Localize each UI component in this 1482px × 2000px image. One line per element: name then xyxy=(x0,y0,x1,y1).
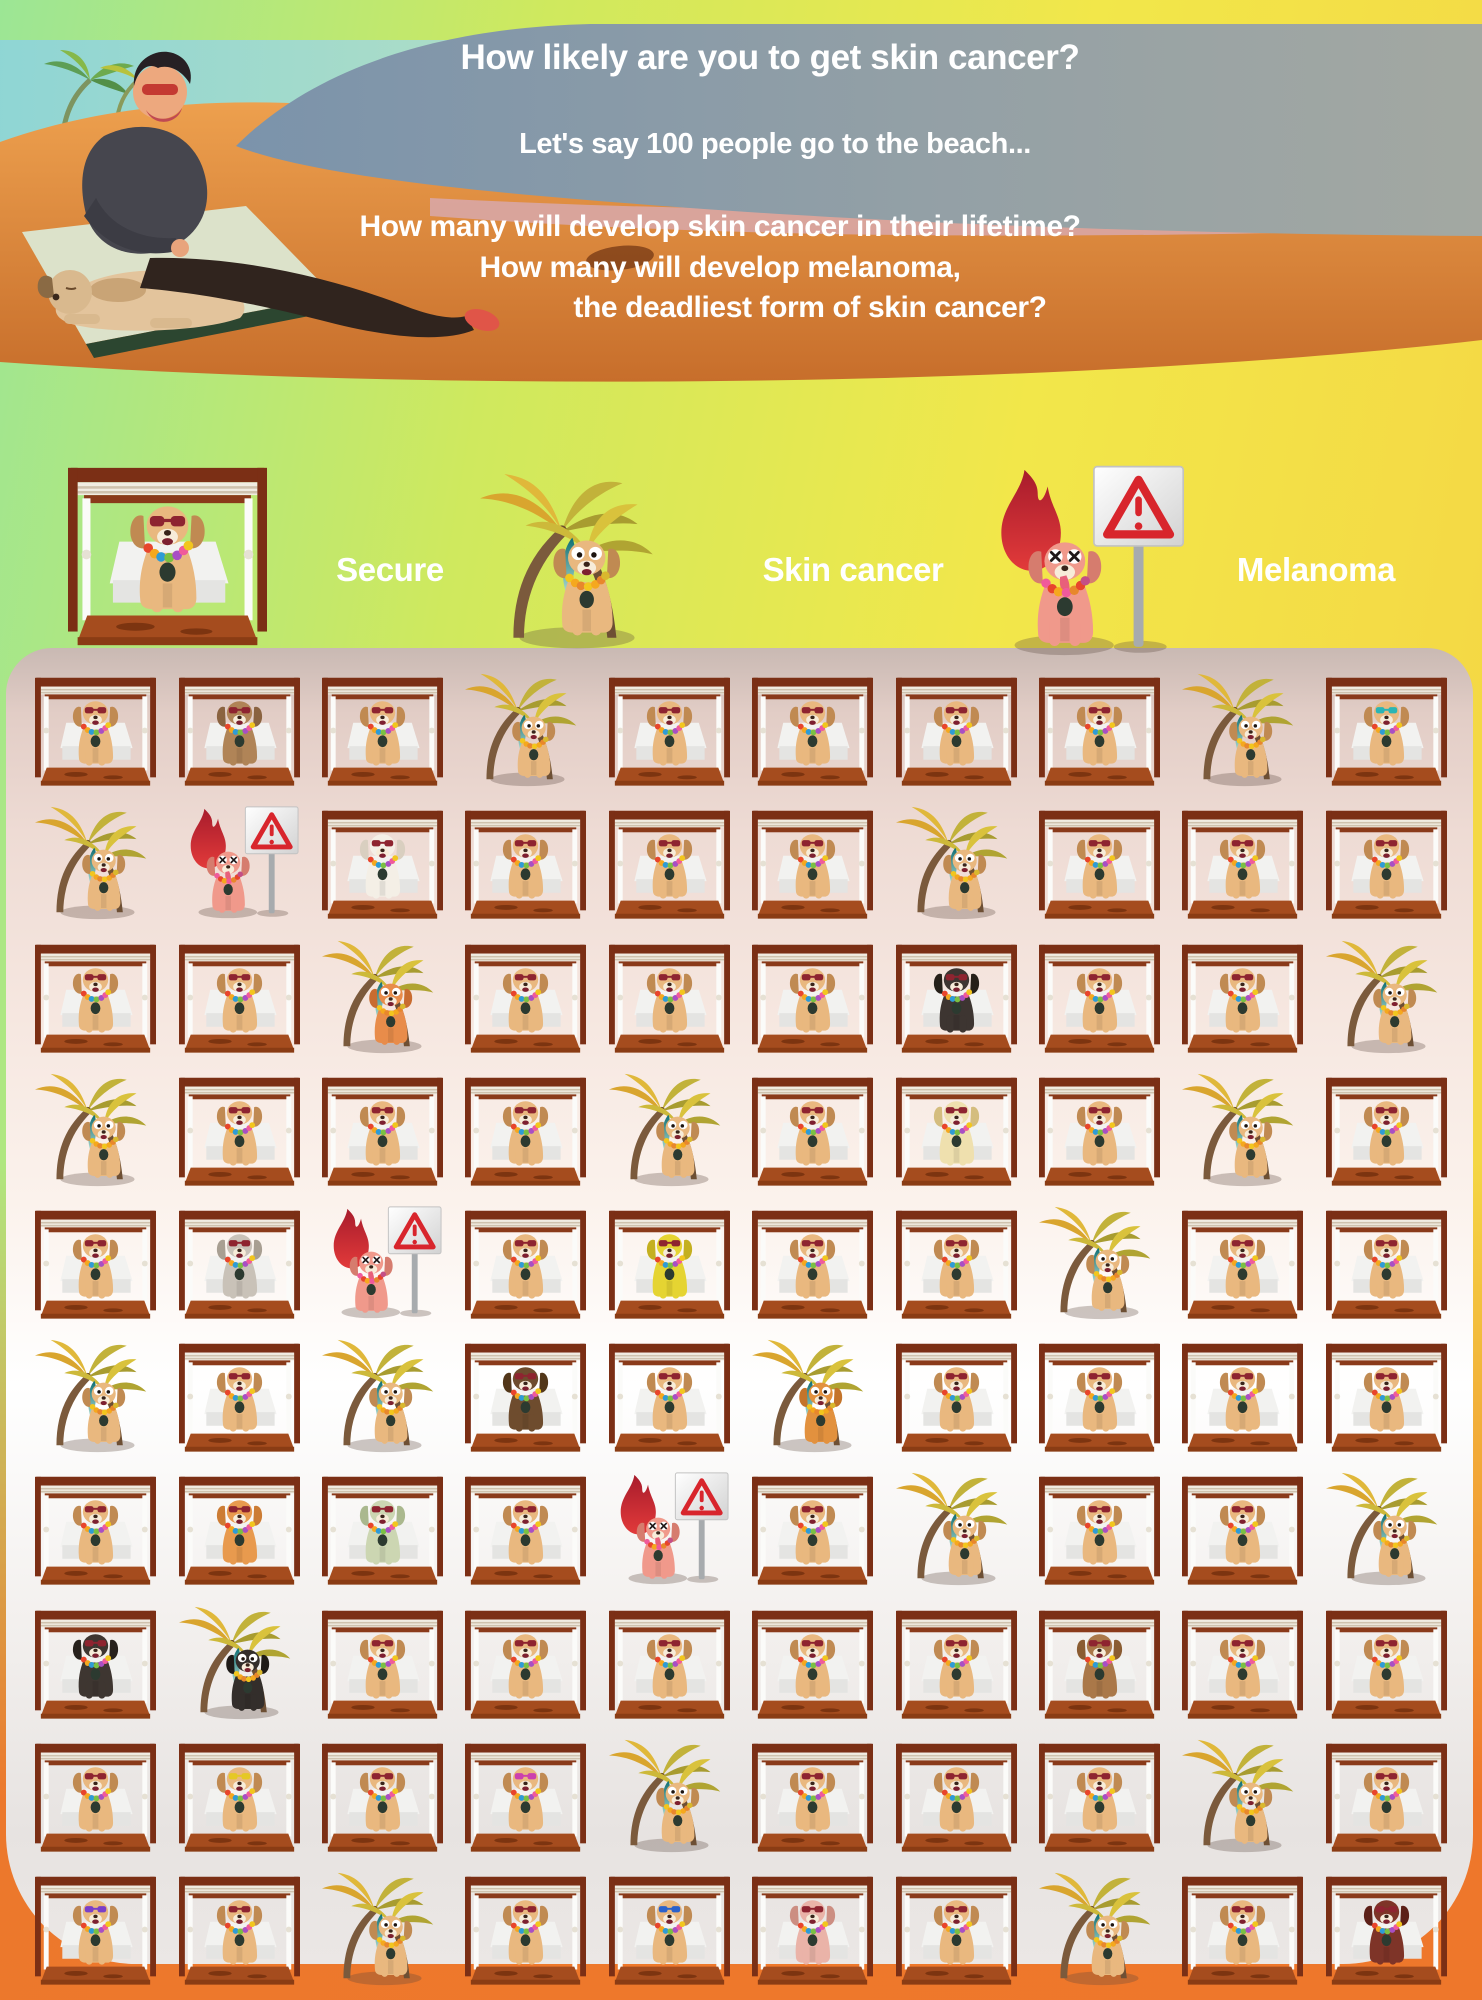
subtitle: Let's say 100 people go to the beach... xyxy=(519,128,1031,160)
legend-label-melanoma: Melanoma xyxy=(1236,551,1396,588)
cell-secure-cabana xyxy=(1028,1731,1171,1857)
cell-secure-cabana xyxy=(741,1464,884,1590)
cell-secure-cabana xyxy=(1171,1864,1314,1990)
cell-secure-cabana xyxy=(1171,1464,1314,1590)
cell-secure-cabana xyxy=(311,798,454,924)
cell-secure-cabana xyxy=(1315,1864,1458,1990)
cell-secure-cabana xyxy=(598,798,741,924)
cell-skin-cancer-palm xyxy=(168,1598,311,1724)
cell-secure-cabana xyxy=(1171,932,1314,1058)
cell-secure-cabana xyxy=(454,1065,597,1191)
cell-secure-cabana xyxy=(454,1864,597,1990)
cell-secure-cabana xyxy=(741,665,884,791)
cell-secure-cabana xyxy=(1171,798,1314,924)
cell-secure-cabana xyxy=(885,932,1028,1058)
cell-secure-cabana xyxy=(24,665,167,791)
cell-secure-cabana xyxy=(454,1464,597,1590)
cell-secure-cabana xyxy=(885,1864,1028,1990)
cell-secure-cabana xyxy=(311,1065,454,1191)
cell-skin-cancer-palm xyxy=(1028,1864,1171,1990)
cell-secure-cabana xyxy=(1171,1598,1314,1724)
legend-label-skin-cancer: Skin cancer xyxy=(762,551,944,588)
cell-secure-cabana xyxy=(1171,1331,1314,1457)
cell-secure-cabana xyxy=(1028,665,1171,791)
cell-secure-cabana xyxy=(598,1198,741,1324)
cell-secure-cabana xyxy=(1315,1331,1458,1457)
cell-skin-cancer-palm xyxy=(598,1731,741,1857)
cell-secure-cabana xyxy=(24,932,167,1058)
legend-label-secure: Secure xyxy=(336,551,444,588)
cell-skin-cancer-palm xyxy=(311,1864,454,1990)
cell-secure-cabana xyxy=(1028,798,1171,924)
cell-secure-cabana xyxy=(1315,798,1458,924)
cell-secure-cabana xyxy=(885,1331,1028,1457)
cell-secure-cabana xyxy=(454,1198,597,1324)
cell-skin-cancer-palm xyxy=(454,665,597,791)
cell-secure-cabana xyxy=(885,1598,1028,1724)
cell-secure-cabana xyxy=(168,1065,311,1191)
cell-secure-cabana xyxy=(1028,932,1171,1058)
cell-secure-cabana xyxy=(1028,1464,1171,1590)
cell-skin-cancer-palm xyxy=(1315,932,1458,1058)
cell-secure-cabana xyxy=(454,1731,597,1857)
cell-secure-cabana xyxy=(168,1864,311,1990)
cell-secure-cabana xyxy=(311,1731,454,1857)
cell-secure-cabana xyxy=(24,1464,167,1590)
cell-skin-cancer-palm xyxy=(24,798,167,924)
cell-melanoma-fire-sign xyxy=(311,1198,454,1324)
cell-secure-cabana xyxy=(311,665,454,791)
cell-melanoma-fire-sign xyxy=(598,1464,741,1590)
cell-secure-cabana xyxy=(24,1198,167,1324)
cell-skin-cancer-palm xyxy=(24,1331,167,1457)
cell-secure-cabana xyxy=(741,1598,884,1724)
cell-skin-cancer-palm xyxy=(598,1065,741,1191)
cell-secure-cabana xyxy=(1315,665,1458,791)
cell-secure-cabana xyxy=(598,1864,741,1990)
cell-secure-cabana xyxy=(1171,1198,1314,1324)
cell-skin-cancer-palm xyxy=(1171,1731,1314,1857)
cell-secure-cabana xyxy=(168,1464,311,1590)
cell-secure-cabana xyxy=(1028,1065,1171,1191)
waffle-grid xyxy=(24,658,1458,1990)
cell-secure-cabana xyxy=(598,665,741,791)
cell-skin-cancer-palm xyxy=(885,1464,1028,1590)
cell-secure-cabana xyxy=(24,1731,167,1857)
cell-secure-cabana xyxy=(741,1864,884,1990)
cell-skin-cancer-palm xyxy=(311,1331,454,1457)
cell-skin-cancer-palm xyxy=(1171,665,1314,791)
cell-skin-cancer-palm xyxy=(1315,1464,1458,1590)
cell-secure-cabana xyxy=(1315,1198,1458,1324)
cell-skin-cancer-palm xyxy=(741,1331,884,1457)
cell-secure-cabana xyxy=(885,1731,1028,1857)
cell-secure-cabana xyxy=(598,932,741,1058)
cell-secure-cabana xyxy=(1028,1598,1171,1724)
cell-secure-cabana xyxy=(598,1598,741,1724)
page-title: How likely are you to get skin cancer? xyxy=(460,38,1080,77)
cell-secure-cabana xyxy=(454,798,597,924)
cell-skin-cancer-palm xyxy=(311,932,454,1058)
cell-secure-cabana xyxy=(168,665,311,791)
cell-skin-cancer-palm xyxy=(1028,1198,1171,1324)
cell-secure-cabana xyxy=(168,1331,311,1457)
question-line-1: How many will develop skin cancer in their lifetime? xyxy=(359,210,1081,243)
cell-secure-cabana xyxy=(454,1598,597,1724)
question-line-2: How many will develop melanoma, xyxy=(479,251,961,284)
cell-secure-cabana xyxy=(885,1065,1028,1191)
cell-secure-cabana xyxy=(1315,1731,1458,1857)
cell-secure-cabana xyxy=(741,1065,884,1191)
cell-secure-cabana xyxy=(311,1598,454,1724)
cell-secure-cabana xyxy=(168,932,311,1058)
cell-secure-cabana xyxy=(24,1864,167,1990)
cell-secure-cabana xyxy=(598,1331,741,1457)
cell-skin-cancer-palm xyxy=(24,1065,167,1191)
cell-secure-cabana xyxy=(885,1198,1028,1324)
cell-skin-cancer-palm xyxy=(885,798,1028,924)
cell-secure-cabana xyxy=(1315,1065,1458,1191)
question-line-3: the deadliest form of skin cancer? xyxy=(573,291,1047,324)
cell-secure-cabana xyxy=(168,1198,311,1324)
cell-secure-cabana xyxy=(168,1731,311,1857)
cell-secure-cabana xyxy=(1028,1331,1171,1457)
cell-melanoma-fire-sign xyxy=(168,798,311,924)
cell-secure-cabana xyxy=(311,1464,454,1590)
cell-secure-cabana xyxy=(1315,1598,1458,1724)
cell-secure-cabana xyxy=(741,1198,884,1324)
cell-secure-cabana xyxy=(885,665,1028,791)
cell-secure-cabana xyxy=(741,798,884,924)
cell-secure-cabana xyxy=(741,1731,884,1857)
cell-secure-cabana xyxy=(741,932,884,1058)
cell-skin-cancer-palm xyxy=(1171,1065,1314,1191)
cell-secure-cabana xyxy=(24,1598,167,1724)
cell-secure-cabana xyxy=(454,932,597,1058)
cell-secure-cabana xyxy=(454,1331,597,1457)
